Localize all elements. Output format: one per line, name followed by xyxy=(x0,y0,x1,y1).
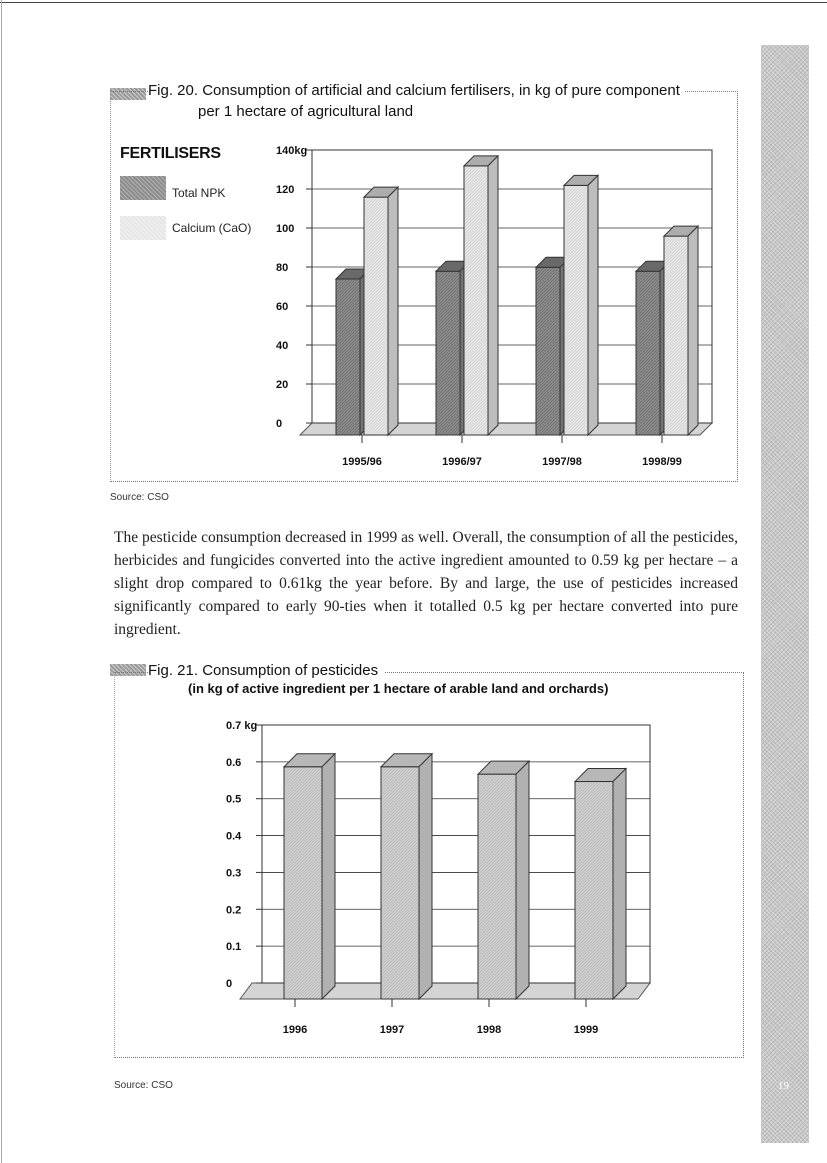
y-tick-label: 40 xyxy=(276,340,289,352)
bar-side xyxy=(388,187,398,435)
fig20-title-line2: per 1 hectare of agricultural land xyxy=(198,103,414,120)
bar-front xyxy=(575,782,613,999)
legend-swatch-cao xyxy=(120,216,166,240)
page-side-band xyxy=(761,45,809,1143)
legend-label-npk: Total NPK xyxy=(172,186,226,200)
top-rule xyxy=(0,2,827,3)
bar-front xyxy=(284,767,322,999)
fig21-title-line1: Fig. 21. Consumption of pesticides xyxy=(148,660,384,681)
y-tick-label: 0.6 xyxy=(226,756,242,769)
bar-front xyxy=(336,279,360,435)
bar-front xyxy=(478,774,516,999)
y-tick-label: 0.5 xyxy=(226,793,242,806)
page-number: 19 xyxy=(778,1080,789,1092)
fig20-chart xyxy=(240,140,730,475)
bar-front xyxy=(564,185,588,435)
bar-front xyxy=(464,166,488,435)
fig21-source: Source: CSO xyxy=(114,1080,173,1091)
y-tick-label: 80 xyxy=(276,262,289,274)
x-tick-label: 1997 xyxy=(379,1024,405,1036)
bar-side xyxy=(322,754,335,999)
bar-front xyxy=(436,271,460,435)
x-tick-label: 1995/96 xyxy=(342,456,382,468)
x-tick-label: 1996 xyxy=(282,1024,308,1036)
bar-front xyxy=(664,236,688,435)
x-tick-label: 1996/97 xyxy=(442,456,482,468)
y-tick-label: 0 xyxy=(276,418,283,430)
y-tick-label: 0 xyxy=(226,978,233,990)
bar-front xyxy=(381,767,419,999)
fig21-chart xyxy=(200,715,670,1055)
x-tick-label: 1998 xyxy=(476,1024,502,1036)
y-tick-label: 60 xyxy=(276,301,289,313)
fig20-title-line1: Fig. 20. Consumption of artificial and calcium fertilisers, in kg of pure component xyxy=(148,80,684,101)
bar-side xyxy=(516,761,529,999)
y-tick-label: 0.1 xyxy=(226,941,242,954)
bar-side xyxy=(588,175,598,435)
bar-side xyxy=(419,754,432,999)
y-tick-label: 0.4 xyxy=(226,830,242,843)
legend-swatch-npk xyxy=(120,176,166,200)
bar-front xyxy=(536,267,560,435)
x-tick-label: 1998/99 xyxy=(642,456,682,468)
fig20-legend-title: FERTILISERS xyxy=(120,145,221,162)
bar-side xyxy=(688,226,698,435)
body-paragraph: The pesticide consumption decreased in 1999 as well. Overall, the consumption of all the pesticides, herbicides and fungicides converted into the active ingredient amounted to 0.59 kg per hectare – a slight drop compared to 0.61kg the year before. By and large, the use of pesticides increased significantly compared to early 90-ties when it totalled 0.5 kg per hectare converted into pure ingredient. xyxy=(114,529,738,638)
bar-front xyxy=(636,271,660,435)
bar-side xyxy=(488,156,498,435)
y-tick-label: 0.3 xyxy=(226,867,242,880)
x-tick-label: 1999 xyxy=(573,1024,599,1036)
fig20-source: Source: CSO xyxy=(110,492,169,503)
fig21-title-line2: (in kg of active ingredient per 1 hectare of arable land and orchards) xyxy=(188,681,609,696)
bar-front xyxy=(364,197,388,435)
y-tick-label: 0.2 xyxy=(226,904,242,917)
y-tick-label: 0.7 kg xyxy=(226,720,258,732)
y-tick-label: 20 xyxy=(276,379,289,391)
left-rule xyxy=(1,0,2,1163)
bar-side xyxy=(613,769,626,999)
x-tick-label: 1997/98 xyxy=(542,456,582,468)
y-tick-label: 120 xyxy=(276,184,295,196)
legend-label-cao: Calcium (CaO) xyxy=(172,221,252,235)
y-tick-label: 140kg xyxy=(276,145,308,157)
y-tick-label: 100 xyxy=(276,223,295,235)
